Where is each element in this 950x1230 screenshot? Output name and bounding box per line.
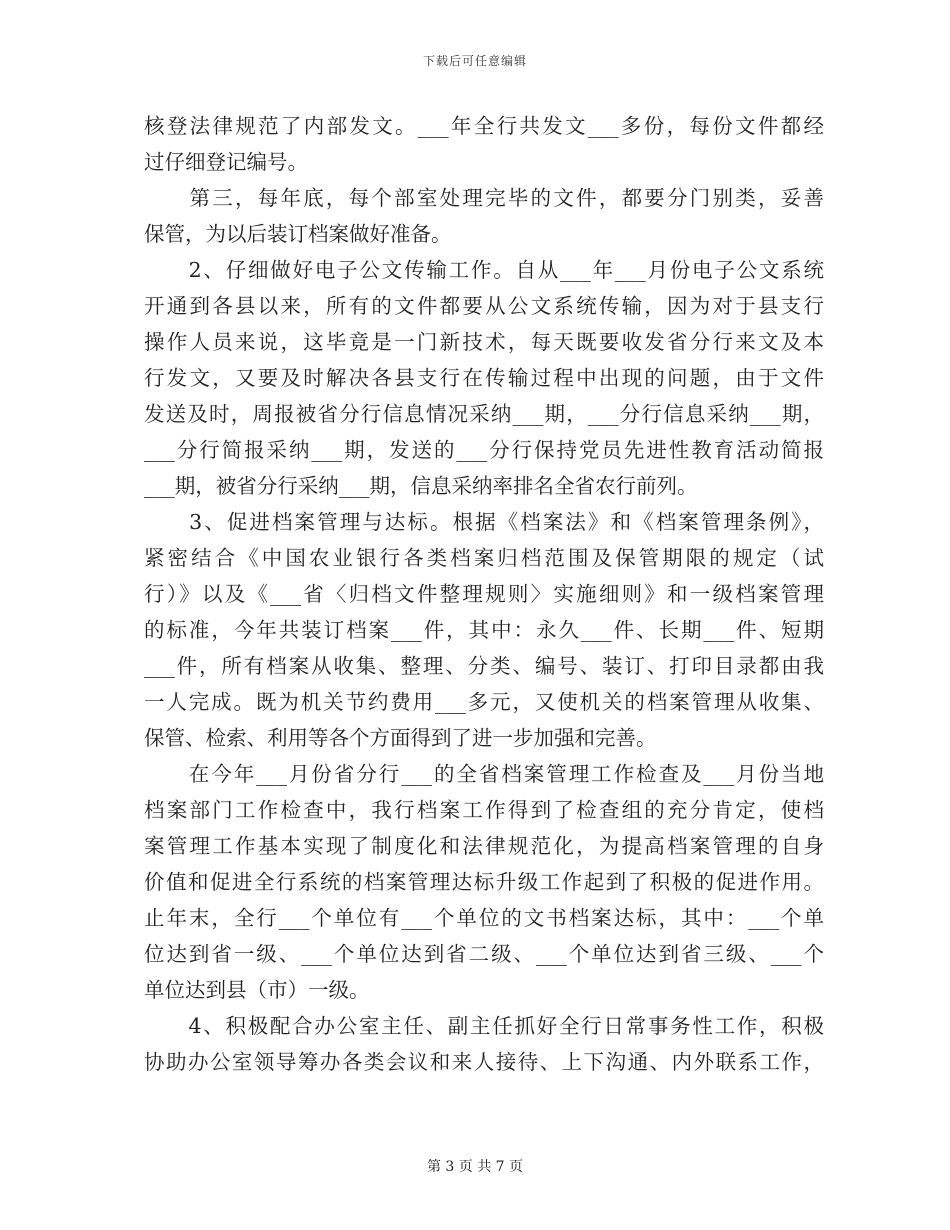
text-line: 保管、检索、利用等各个方面得到了进一步加强和完善。 bbox=[144, 726, 657, 750]
paragraph-4 bbox=[144, 504, 824, 756]
text-line: 发送及时，周报被省分行信息情况采纳___期，___分行信息采纳___期， bbox=[144, 402, 824, 426]
text-line: 行）》以及《___省〈归档文件整理规则〉实施细则》和一级档案管理 bbox=[144, 582, 824, 606]
text-line: 的标准，今年共装订档案___件，其中：永久___件、长期___件、短期 bbox=[144, 618, 824, 642]
text-line: 一人完成。既为机关节约费用___多元，又使机关的档案管理从收集、 bbox=[144, 690, 824, 714]
text-line: 4、积极配合办公室主任、副主任抓好全行日常事务性工作，积极 bbox=[144, 1014, 824, 1038]
text-line: ___件，所有档案从收集、整理、分类、编号、装订、打印目录都由我 bbox=[144, 654, 824, 678]
text-line: 开通到各县以来，所有的文件都要从公文系统传输，因为对于县支行 bbox=[144, 294, 824, 318]
text-line: 单位达到县（市）一级。 bbox=[144, 978, 370, 1002]
page-header: 下载后可任意编辑 bbox=[422, 54, 527, 68]
text-line: 案管理工作基本实现了制度化和法律规范化，为提高档案管理的自身 bbox=[144, 834, 824, 858]
text-line: 档案部门工作检查中，我行档案工作得到了检查组的充分肯定，使档 bbox=[144, 798, 824, 822]
text-line: 位达到省一级、___个单位达到省二级、___个单位达到省三级、___个 bbox=[144, 942, 824, 966]
paragraph-2 bbox=[144, 180, 824, 252]
text-line: 在今年___月份省分行___的全省档案管理工作检查及___月份当地 bbox=[144, 762, 824, 786]
text-line: 过仔细登记编号。 bbox=[144, 150, 308, 174]
document-body bbox=[144, 108, 824, 1080]
text-line: 保管，为以后装订档案做好准备。 bbox=[144, 222, 452, 246]
text-line: 协助办公室领导筹办各类会议和来人接待、上下沟通、内外联系工作， bbox=[144, 1050, 824, 1074]
text-line: 价值和促进全行系统的档案管理达标升级工作起到了积极的促进作用。 bbox=[144, 870, 824, 894]
text-line: ___分行简报采纳___期，发送的___分行保持党员先进性教育活动简报 bbox=[144, 438, 824, 462]
paragraph-3 bbox=[144, 252, 824, 504]
text-line: 紧密结合《中国农业银行各类档案归档范围及保管期限的规定（试 bbox=[144, 546, 824, 570]
paragraph-1 bbox=[144, 108, 824, 180]
text-line: 止年末，全行___个单位有___个单位的文书档案达标，其中：___个单 bbox=[144, 906, 824, 930]
text-line: 2、仔细做好电子公文传输工作。自从___年___月份电子公文系统 bbox=[144, 258, 824, 282]
text-line: 行发文，又要及时解决各县支行在传输过程中出现的问题，由于文件 bbox=[144, 366, 824, 390]
paragraph-5 bbox=[144, 756, 824, 1008]
text-line: 第三，每年底，每个部室处理完毕的文件，都要分门别类，妥善 bbox=[144, 186, 824, 210]
page-footer: 第 3 页 共 7 页 bbox=[426, 1159, 524, 1175]
text-line: 操作人员来说，这毕竟是一门新技术，每天既要收发省分行来文及本 bbox=[144, 330, 824, 354]
text-line: 核登法律规范了内部发文。___年全行共发文___多份，每份文件都经 bbox=[144, 114, 824, 138]
text-line: 3、促进档案管理与达标。根据《档案法》和《档案管理条例》， bbox=[144, 510, 824, 534]
paragraph-6 bbox=[144, 1008, 824, 1080]
text-line: ___期，被省分行采纳___期，信息采纳率排名全省农行前列。 bbox=[144, 474, 698, 498]
